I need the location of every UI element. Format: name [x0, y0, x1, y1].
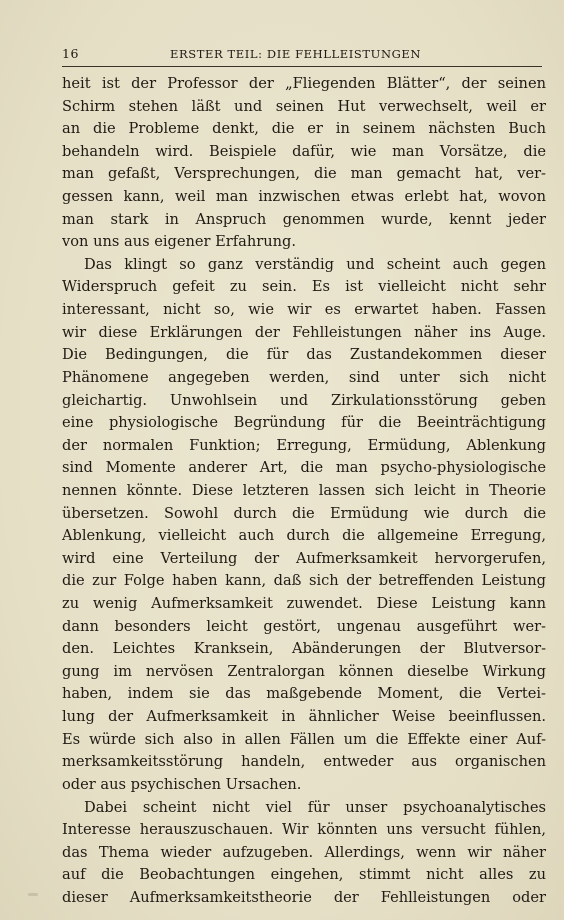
text-line: Phänomene angegeben werden, sind unter sich nicht — [62, 368, 546, 386]
text-line: dann besonders leicht gestört, ungenau ausgeführt wer- — [62, 617, 546, 635]
text-line: oder aus psychischen Ursachen. — [62, 775, 302, 793]
text-line: der normalen Funktion; Erregung, Ermüdung, Ablenkung — [62, 436, 546, 454]
text-line: Widerspruch gefeit zu sein. Es ist vielleicht nicht sehr — [62, 278, 546, 296]
text-line: heit ist der Professor der „Fliegenden Blätter“, der seinen — [62, 75, 546, 92]
text-line: von uns aus eigener Erfahrung. — [62, 233, 297, 251]
text-line: Die Bedingungen, die für das Zustandekommen dieser — [62, 346, 546, 364]
text-line: Schirm stehen läßt und seinen Hut verwechselt, weil er — [62, 97, 546, 115]
text-line: wird eine Verteilung der Aufmerksamkeit hervorgerufen, — [62, 549, 546, 567]
text-line: haben, indem sie das maßgebende Moment, die Vertei- — [62, 685, 546, 703]
text-line: lung der Aufmerksamkeit in ähnlicher Weise beeinflussen. — [62, 708, 546, 726]
text-line: nennen könnte. Diese letzteren lassen sich leicht in Theorie — [62, 481, 546, 499]
text-line: man gefaßt, Versprechungen, die man gemacht hat, ver- — [62, 165, 546, 183]
text-line: eine physiologische Begründung für die Beeinträchtigung — [62, 414, 546, 432]
text-line: übersetzen. Sowohl durch die Ermüdung wie durch die — [62, 504, 546, 522]
text-line: gung im nervösen Zentralorgan können dieselbe Wirkung — [62, 662, 546, 680]
text-line: wir diese Erklärungen der Fehlleistungen näher ins Auge. — [62, 323, 546, 341]
text-line: die zur Folge haben kann, daß sich der betreffenden Leistung — [62, 572, 546, 590]
text-line: Interesse herauszuschauen. Wir könnten uns versucht fühlen, — [62, 821, 546, 839]
text-line: Ablenkung, vielleicht auch durch die allgemeine Erregung, — [62, 527, 546, 545]
text-line: gessen kann, weil man inzwischen etwas erlebt hat, wovon — [62, 188, 546, 206]
text-line: man stark in Anspruch genommen wurde, kennt jeder — [62, 210, 546, 228]
text-line: sind Momente anderer Art, die man psycho-physiologische — [62, 459, 546, 477]
text-line: Dabei scheint nicht viel für unser psychoanalytisches — [84, 798, 546, 816]
text-line: das Thema wieder aufzugeben. Allerdings, wenn wir näher — [62, 843, 546, 861]
text-line: an die Probleme denkt, die er in seinem nächsten Buch — [62, 120, 546, 138]
text-line: auf die Beobachtungen eingehen, stimmt nicht alles zu — [62, 866, 546, 884]
header-rule — [62, 66, 542, 67]
running-head: ERSTER TEIL: DIE FEHLLEISTUNGEN — [170, 47, 422, 61]
paper-speck — [28, 893, 38, 896]
text-line: merksamkeitsstörung handeln, entweder aus organischen — [62, 753, 546, 771]
page-header — [62, 46, 542, 66]
body-text — [62, 73, 546, 910]
text-line: zu wenig Aufmerksamkeit zuwendet. Diese Leistung kann — [62, 595, 546, 613]
text-line: behandeln wird. Beispiele dafür, wie man Vorsätze, die — [62, 142, 546, 160]
page-number: 16 — [62, 46, 79, 61]
text-line: Es würde sich also in allen Fällen um die Effekte einer Auf- — [62, 730, 546, 748]
text-line: den. Leichtes Kranksein, Abänderungen der Blutversor- — [62, 640, 546, 658]
text-line: gleichartig. Unwohlsein und Zirkulationsstörung geben — [62, 391, 546, 409]
text-line: interessant, nicht so, wie wir es erwartet haben. Fassen — [62, 301, 546, 319]
text-line: Das klingt so ganz verständig und scheint auch gegen — [84, 255, 546, 273]
text-line: dieser Aufmerksamkeitstheorie der Fehlleistungen oder — [62, 888, 546, 906]
